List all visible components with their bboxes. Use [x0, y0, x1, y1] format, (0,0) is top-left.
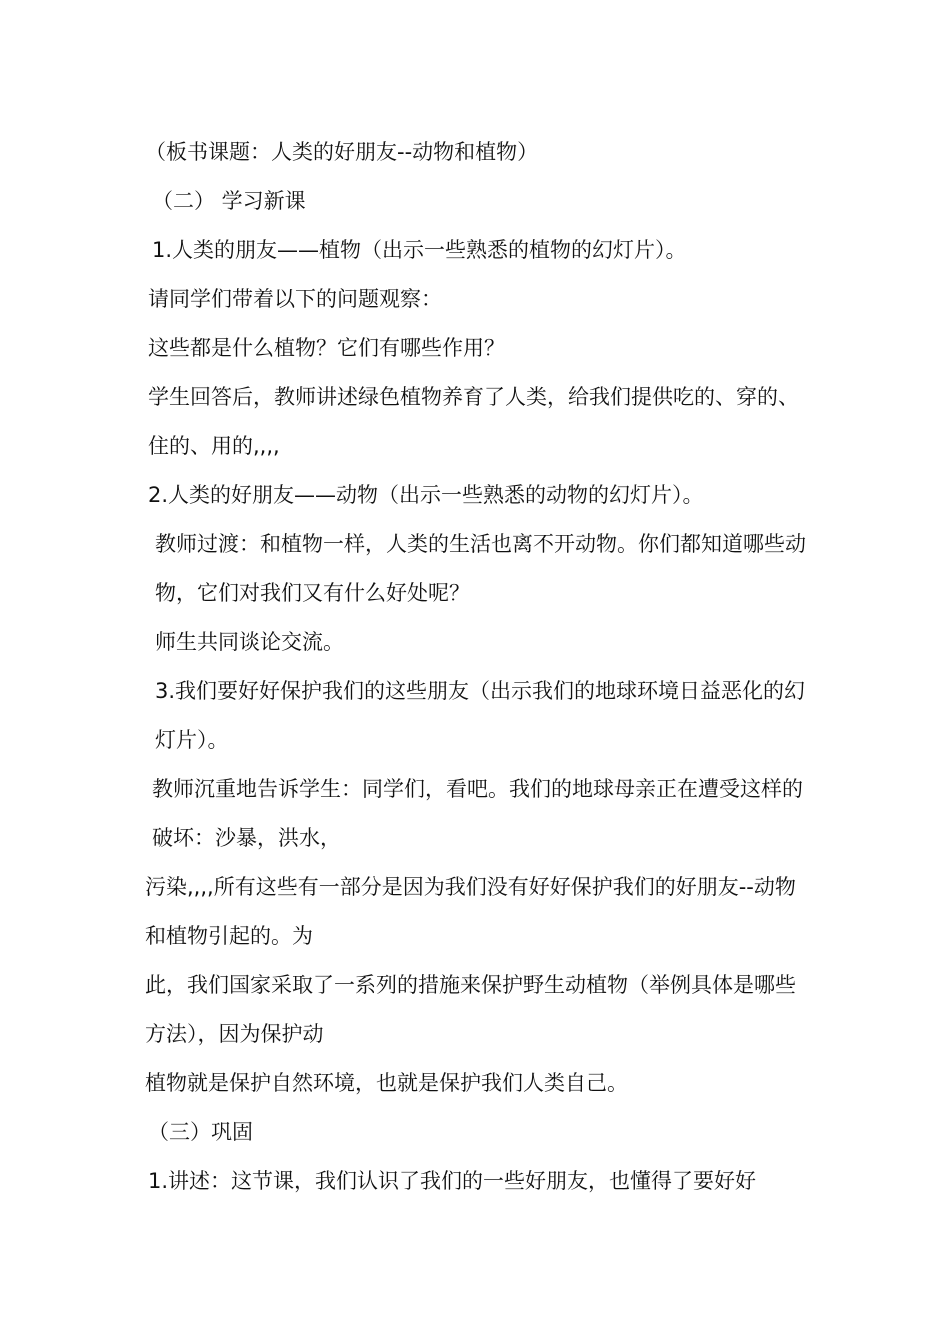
paragraph-student-answer: 学生回答后，教师讲述绿色植物养育了人类，给我们提供吃的、穿的、住的、用的,,,, — [148, 385, 799, 458]
paragraph-animals-friend: 2.人类的好朋友——动物（出示一些熟悉的动物的幻灯片）。 — [148, 483, 704, 507]
paragraph-board-title: （板书课题：人类的好朋友--动物和植物） — [145, 140, 539, 164]
paragraph-measures: 此，我们国家采取了一系列的措施来保护野生动植物（举例具体是哪些方法），因为保护动 — [145, 973, 796, 1046]
paragraph-pollution: 污染,,,,所有这些有一部分是因为我们没有好好保护我们的好朋友--动物和植物引起的。为 — [145, 875, 796, 948]
paragraph-protect-friends: 3.我们要好好保护我们的这些朋友（出示我们的地球环境日益恶化的幻灯片）。 — [155, 679, 806, 752]
document-body — [145, 128, 810, 1206]
paragraph-section-3-heading: （三）巩固 — [148, 1120, 253, 1144]
paragraph-discussion: 师生共同谈论交流。 — [155, 630, 344, 654]
paragraph-protect-nature: 植物就是保护自然环境，也就是保护我们人类自己。 — [145, 1071, 628, 1095]
paragraph-teacher-transition: 教师过渡：和植物一样，人类的生活也离不开动物。你们都知道哪些动物，它们对我们又有什么好处呢？ — [155, 532, 806, 605]
paragraph-summary: 1.讲述：这节课，我们认识了我们的一些好朋友，也懂得了要好好 — [148, 1169, 757, 1193]
paragraph-teacher-tells: 教师沉重地告诉学生：同学们，看吧。我们的地球母亲正在遭受这样的破坏：沙暴，洪水， — [152, 777, 803, 850]
paragraph-section-2-heading: （二） 学习新课 — [152, 189, 306, 213]
paragraph-plants-question: 这些都是什么植物？它们有哪些作用？ — [148, 336, 505, 360]
paragraph-plants-friend: 1.人类的朋友——植物（出示一些熟悉的植物的幻灯片）。 — [152, 238, 687, 262]
paragraph-observe-question: 请同学们带着以下的问题观察： — [148, 287, 442, 311]
